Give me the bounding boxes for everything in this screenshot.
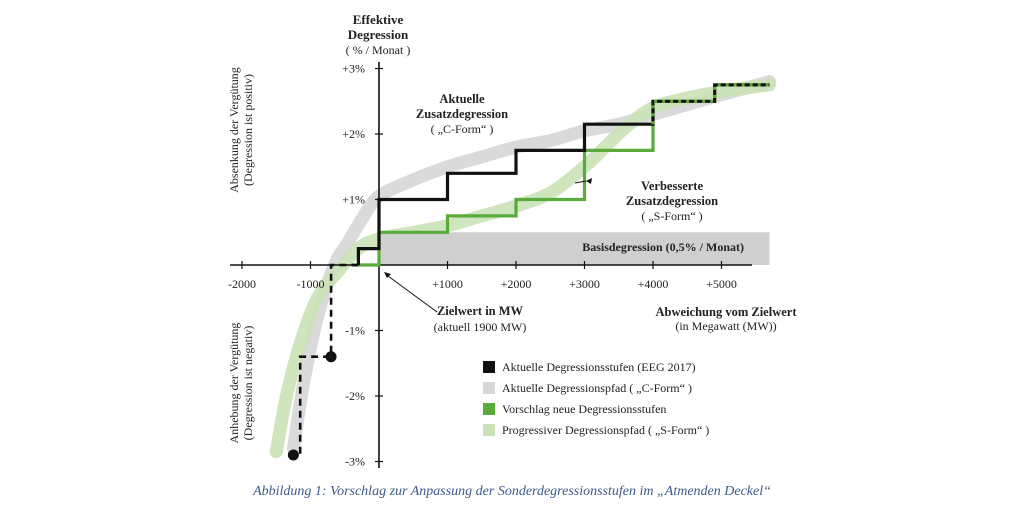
target-label-2: (aktuell 1900 MW) <box>433 320 527 334</box>
legend-swatch <box>483 424 495 436</box>
legend <box>483 360 709 437</box>
x-tick-label: +1000 <box>432 277 463 291</box>
target-label-1: Zielwert in MW <box>436 304 524 318</box>
legend-label: Aktuelle Degressionspfad ( „C-Form“ ) <box>502 381 692 395</box>
x-tick-label: +4000 <box>637 277 669 291</box>
pointer-target <box>388 276 437 312</box>
x-tick-label: +2000 <box>500 277 532 291</box>
x-tick-label: -2000 <box>228 277 256 291</box>
x-tick-label: +5000 <box>706 277 737 291</box>
legend-label: Vorschlag neue Degressionsstufen <box>502 402 667 416</box>
pointer-s-form-head <box>586 178 592 184</box>
y-tick-label: -1% <box>345 323 365 338</box>
y-axis-title-line-1: Effektive <box>352 12 404 27</box>
x-axis-title-line-2: (in Megawatt (MW)) <box>675 319 777 333</box>
x-axis-title-line-1: Abweichung vom Zielwert <box>655 305 797 319</box>
c-form-label-3: ( „C-Form“ ) <box>430 122 494 136</box>
y-tick-label: -2% <box>345 389 365 403</box>
legend-label: Aktuelle Degressionsstufen (EEG 2017) <box>502 360 696 374</box>
legend-swatch <box>483 382 495 394</box>
y-tick-label: +2% <box>342 127 365 141</box>
c-form-label-2: Zusatzdegression <box>415 107 509 121</box>
basis-band-label: Basisdegression (0,5% / Monat) <box>582 240 744 254</box>
y-axis-title-line-2: Degression <box>347 27 409 42</box>
c-form-label-1: Aktuelle <box>439 92 485 106</box>
s-form-label-2: Zusatzdegression <box>625 194 719 208</box>
s-form-label-3: ( „S-Form“ ) <box>641 209 703 223</box>
step-end-marker <box>326 351 337 362</box>
legend-swatch <box>483 361 495 373</box>
step-end-marker <box>288 449 299 460</box>
legend-swatch <box>483 403 495 415</box>
y-tick-label: +1% <box>342 192 365 207</box>
upper-side-label-2: (Degression ist positiv) <box>241 74 255 186</box>
figure-caption: Abbildung 1: Vorschlag zur Anpassung der Sonderdegressionsstufen im „Atmenden Deckel“ <box>253 484 771 499</box>
s-form-label-1: Verbesserte <box>640 179 704 193</box>
lower-side-label-2: (Degression ist negativ) <box>241 325 255 441</box>
y-tick-label: +3% <box>342 61 365 76</box>
legend-label: Progressiver Degressionspfad ( „S-Form“ ) <box>502 423 710 437</box>
y-tick-label: -3% <box>345 454 365 469</box>
lower-side-label-1: Anhebung der Vergütung <box>227 322 241 444</box>
x-tick-label: -1000 <box>296 277 325 291</box>
y-axis-title-line-3: ( % / Monat ) <box>345 43 411 57</box>
x-tick-label: +3000 <box>569 277 600 291</box>
upper-side-label-1: Absenkung der Vergütung <box>227 67 241 193</box>
